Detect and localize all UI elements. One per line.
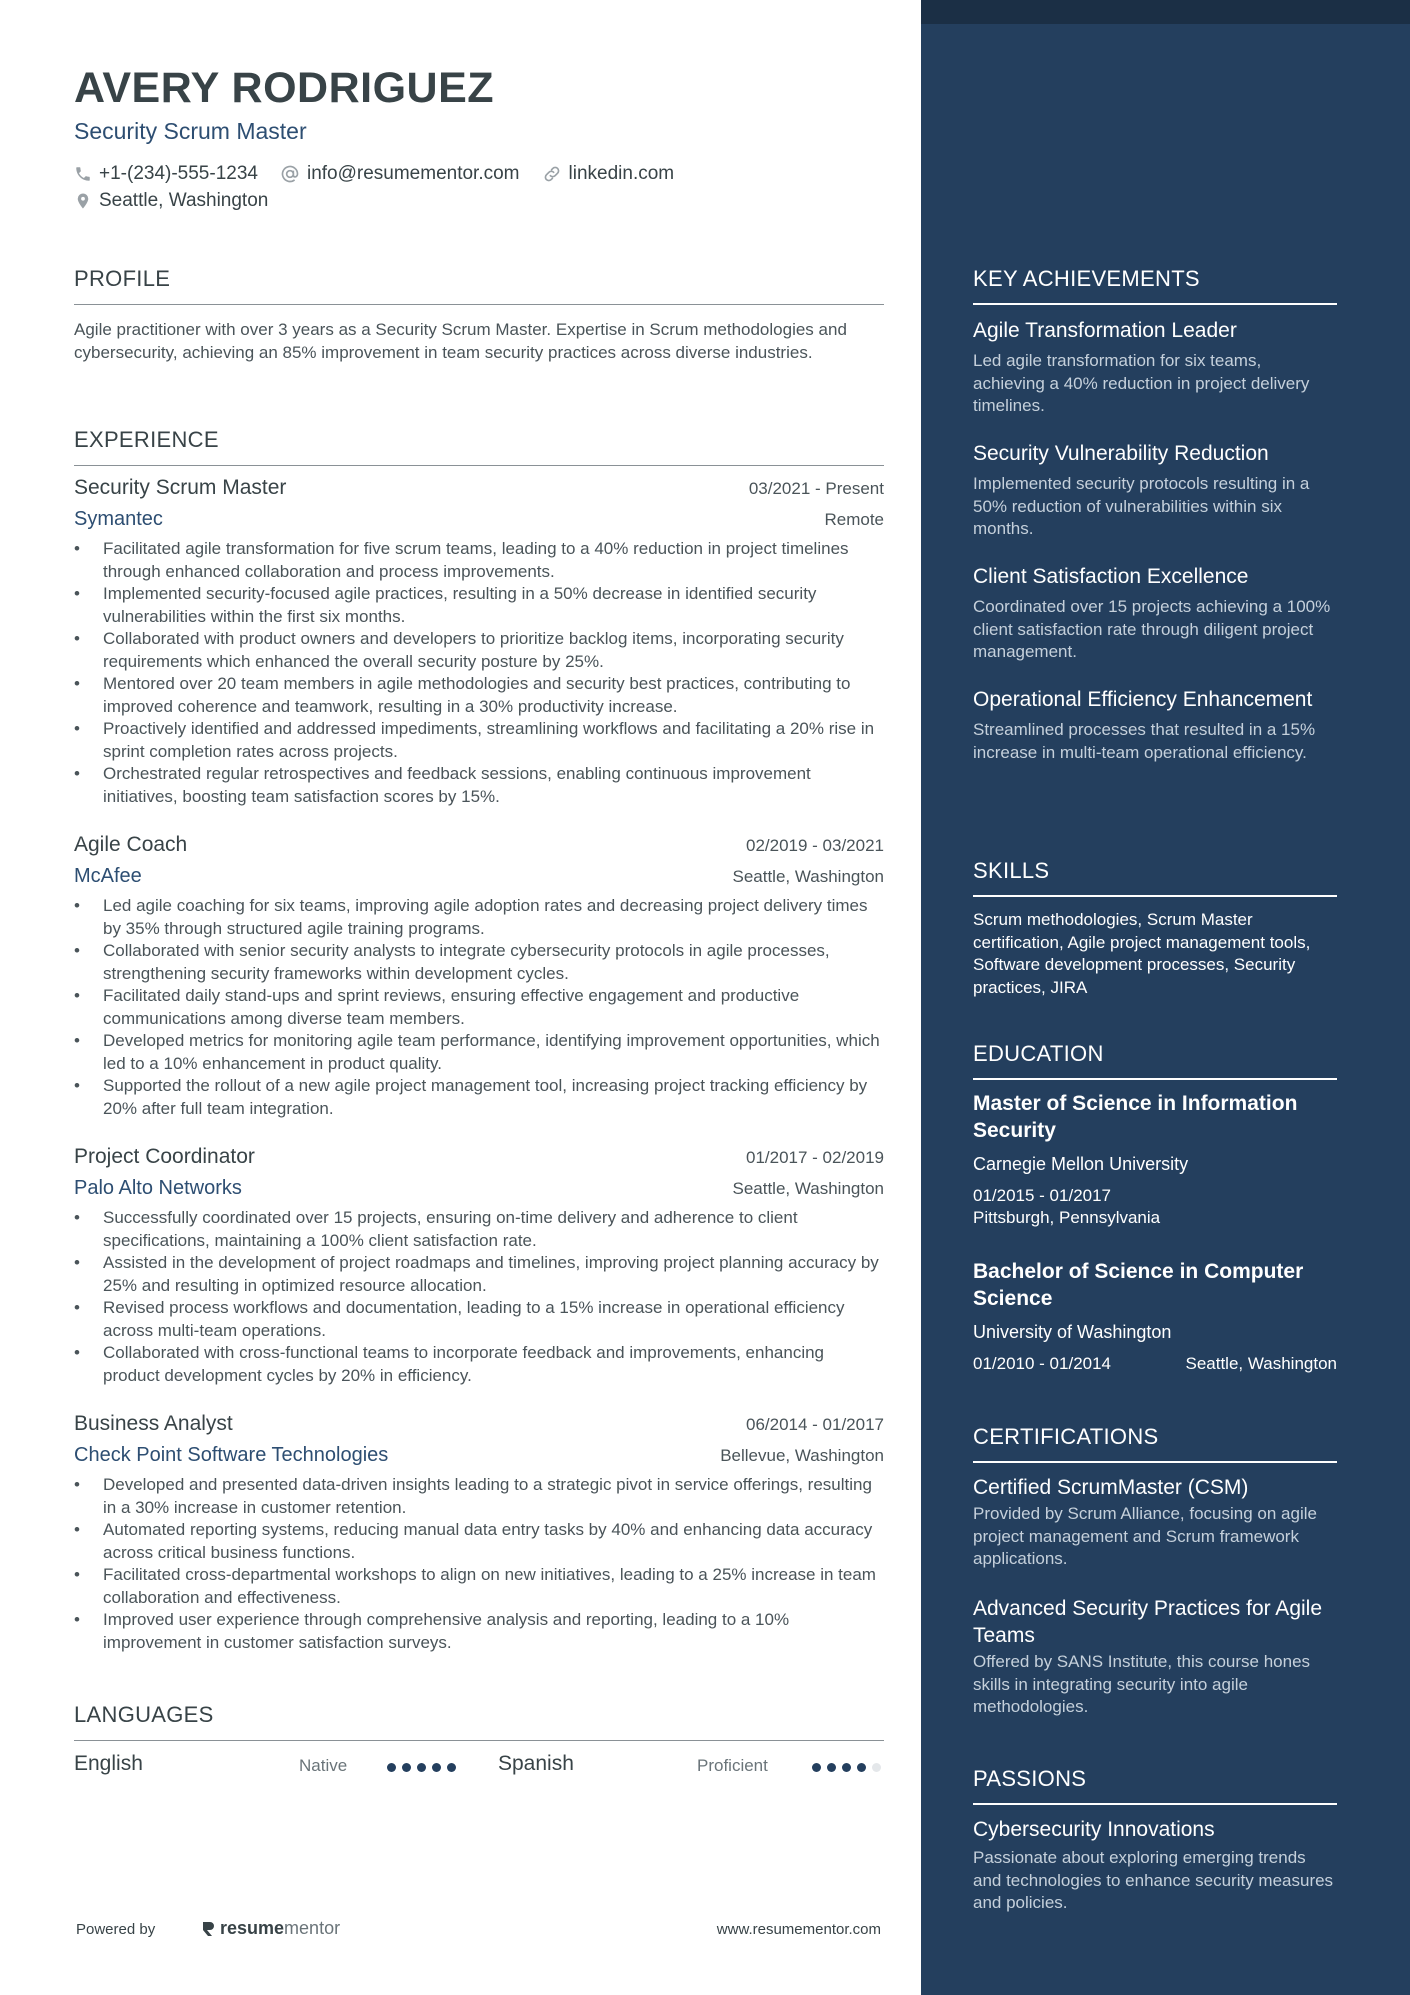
phone-icon xyxy=(74,165,92,183)
language-name: Spanish xyxy=(498,1752,574,1775)
education-heading: EDUCATION xyxy=(973,1041,1337,1067)
achievement-desc: Implemented security protocols resulting in a 50% reduction of vulnerabilities within six months. xyxy=(973,474,1310,538)
job-bullet: • Assisted in the development of project roadmaps and timelines, improving project planning accuracy by 25% and resulting in optimized resource allocation. xyxy=(74,1252,884,1297)
passion-item xyxy=(973,1816,1337,1915)
job-bullets xyxy=(74,538,884,808)
job-dates: 02/2019 - 03/2021 xyxy=(745,836,884,855)
certifications-heading: CERTIFICATIONS xyxy=(973,1424,1337,1450)
job-dates: 03/2021 - Present xyxy=(748,479,884,498)
sidebar-top-bar xyxy=(921,0,1410,24)
profile-heading: PROFILE xyxy=(74,266,884,292)
rating-dot-filled xyxy=(432,1763,441,1772)
sidebar xyxy=(921,0,1410,1995)
job-bullet: • Successfully coordinated over 15 projects, ensuring on-time delivery and adherence to client specifications, maintaining a 100% client satisfaction rate. xyxy=(74,1207,884,1252)
skills-divider xyxy=(973,895,1337,897)
achievement-title: Operational Efficiency Enhancement xyxy=(973,688,1313,711)
job-location: Seattle, Washington xyxy=(732,867,884,886)
skills-heading: SKILLS xyxy=(973,858,1337,884)
brand-light: mentor xyxy=(284,1918,341,1938)
language-rating xyxy=(387,1763,462,1772)
job-title: Business Analyst xyxy=(74,1412,233,1435)
job-bullet: • Implemented security-focused agile practices, resulting in a 50% decrease in identified security vulnerabilities within the first six months. xyxy=(74,583,884,628)
passion-title: Cybersecurity Innovations xyxy=(973,1818,1215,1841)
candidate-title: Security Scrum Master xyxy=(74,118,307,144)
education-degree: Master of Science in Information Security xyxy=(973,1092,1298,1142)
job-bullet: • Revised process workflows and documentation, leading to a 15% increase in operational efficiency across multi-team operations. xyxy=(74,1297,884,1342)
logo-mark-icon xyxy=(200,1920,216,1938)
job-bullet: • Mentored over 20 team members in agile methodologies and security best practices, contributing to improved coherence and teamwork, resulting in a 30% productivity increase. xyxy=(74,673,884,718)
achievement-title: Agile Transformation Leader xyxy=(973,319,1237,342)
rating-dot-filled xyxy=(417,1763,426,1772)
location-text: Seattle, Washington xyxy=(99,189,269,211)
language-level: Native xyxy=(299,1756,348,1775)
job-title: Agile Coach xyxy=(74,833,188,856)
education-item xyxy=(973,1090,1337,1229)
job-entry xyxy=(74,1412,884,1654)
job-bullet: • Developed and presented data-driven insights leading to a strategic pivot in service offerings, resulting in a 30% increase in customer retention. xyxy=(74,1474,884,1519)
achievement-item xyxy=(973,440,1337,541)
job-title: Project Coordinator xyxy=(74,1145,255,1168)
profile-divider xyxy=(74,304,884,305)
languages-list xyxy=(74,1752,884,1786)
achievement-desc: Led agile transformation for six teams, achieving a 40% reduction in project delivery timelines. xyxy=(973,351,1310,415)
language-name: English xyxy=(74,1752,143,1775)
phone-text: +1-(234)-555-1234 xyxy=(99,162,258,184)
job-bullet: • Facilitated cross-departmental workshops to align on new initiatives, leading to a 25% increase in team collaboration and effectiveness. xyxy=(74,1564,884,1609)
certification-desc: Provided by Scrum Alliance, focusing on agile project management and Scrum framework applications. xyxy=(973,1504,1317,1568)
languages-heading: LANGUAGES xyxy=(74,1702,884,1728)
powered-by-label: Powered by xyxy=(76,1921,156,1938)
certification-title: Certified ScrumMaster (CSM) xyxy=(973,1476,1249,1499)
job-bullet: • Supported the rollout of a new agile project management tool, increasing project tracking efficiency by 20% after full team integration. xyxy=(74,1075,884,1120)
job-bullet: • Proactively identified and addressed impediments, streamlining workflows and facilitating a 20% rise in sprint completion rates across projects. xyxy=(74,718,884,763)
language-rating xyxy=(812,1763,887,1772)
certification-item xyxy=(973,1474,1337,1571)
website-link[interactable]: www.resumementor.com xyxy=(716,1921,881,1938)
job-bullet: • Orchestrated regular retrospectives and feedback sessions, enabling continuous improvement initiatives, boosting team satisfaction scores by 15%. xyxy=(74,763,884,808)
footer xyxy=(76,1918,881,1942)
rating-dot-filled xyxy=(842,1763,851,1772)
education-location: Pittsburgh, Pennsylvania xyxy=(973,1208,1161,1227)
certification-desc: Offered by SANS Institute, this course hones skills in integrating security into agile methodologies. xyxy=(973,1652,1311,1716)
rating-dot-filled xyxy=(402,1763,411,1772)
job-company: Symantec xyxy=(74,508,163,530)
job-bullet: • Led agile coaching for six teams, improving agile adoption rates and decreasing project delivery times by 35% through structured agile training programs. xyxy=(74,895,884,940)
job-company: Palo Alto Networks xyxy=(74,1177,242,1199)
education-meta xyxy=(973,1353,1337,1375)
achievement-desc: Coordinated over 15 projects achieving a 100% client satisfaction rate through diligent project management. xyxy=(973,597,1331,661)
job-dates: 06/2014 - 01/2017 xyxy=(745,1415,884,1434)
job-bullet: • Developed metrics for monitoring agile team performance, identifying improvement opportunities, which led to a 10% enhancement in product quality. xyxy=(74,1030,884,1075)
achievement-title: Security Vulnerability Reduction xyxy=(973,442,1269,465)
passions-divider xyxy=(973,1803,1337,1805)
location-pin-icon xyxy=(74,191,92,211)
achievement-item xyxy=(973,317,1337,418)
job-bullet: • Collaborated with product owners and developers to prioritize backlog items, incorporating security requirements which enhanced the overall security posture by 25%. xyxy=(74,628,884,673)
education-dates: 01/2015 - 01/2017 xyxy=(973,1186,1112,1205)
job-entry xyxy=(74,833,884,1120)
contact-info xyxy=(74,160,874,214)
education-divider xyxy=(973,1078,1337,1080)
education-location: Seattle, Washington xyxy=(1185,1354,1337,1373)
passion-desc: Passionate about exploring emerging trends and technologies to enhance security measures and policies. xyxy=(973,1848,1334,1912)
resumementor-logo[interactable] xyxy=(200,1918,340,1939)
linkedin-contact[interactable] xyxy=(542,163,675,185)
job-entry xyxy=(74,1145,884,1387)
job-location: Remote xyxy=(824,510,884,529)
job-bullets xyxy=(74,1207,884,1387)
experience-heading: EXPERIENCE xyxy=(74,427,884,453)
certification-item xyxy=(973,1595,1337,1719)
job-bullet: • Collaborated with senior security analysts to integrate cybersecurity protocols in agile processes, strengthening security frameworks within development cycles. xyxy=(74,940,884,985)
profile-summary: Agile practitioner with over 3 years as a Security Scrum Master. Expertise in Scrum methodologies and cybersecurity, achieving an 85% improvement in team security practices across diverse industries. xyxy=(74,320,847,362)
linkedin-text: linkedin.com xyxy=(568,162,675,184)
job-title: Security Scrum Master xyxy=(74,476,287,499)
rating-dot-filled xyxy=(812,1763,821,1772)
job-dates: 01/2017 - 02/2019 xyxy=(745,1148,884,1167)
job-location: Bellevue, Washington xyxy=(720,1446,884,1465)
education-item xyxy=(973,1258,1337,1375)
certification-title: Advanced Security Practices for Agile Teams xyxy=(973,1597,1323,1647)
achievement-title: Client Satisfaction Excellence xyxy=(973,565,1249,588)
job-bullet: • Automated reporting systems, reducing manual data entry tasks by 40% and enhancing data accuracy across critical business functions. xyxy=(74,1519,884,1564)
passions-heading: PASSIONS xyxy=(973,1766,1337,1792)
email-text: info@resumementor.com xyxy=(306,162,520,184)
rating-dot-filled xyxy=(827,1763,836,1772)
job-bullets xyxy=(74,895,884,1120)
rating-dot-filled xyxy=(857,1763,866,1772)
skills-list: Scrum methodologies, Scrum Master certification, Agile project management tools, Software development processes, Security practices, JIRA xyxy=(973,910,1311,997)
rating-dot-filled xyxy=(387,1763,396,1772)
job-bullets xyxy=(74,1474,884,1654)
education-school: Carnegie Mellon University xyxy=(973,1154,1189,1174)
experience-divider xyxy=(74,465,884,466)
achievement-desc: Streamlined processes that resulted in a 15% increase in multi-team operational efficiency. xyxy=(973,720,1316,762)
phone-contact[interactable] xyxy=(74,163,258,185)
achievement-item xyxy=(973,563,1337,664)
achievements-heading: KEY ACHIEVEMENTS xyxy=(973,266,1337,292)
email-contact[interactable] xyxy=(280,163,520,185)
job-company: McAfee xyxy=(74,865,142,887)
job-location: Seattle, Washington xyxy=(732,1179,884,1198)
brand-bold: resume xyxy=(220,1918,285,1938)
education-dates: 01/2010 - 01/2014 xyxy=(973,1354,1112,1373)
at-icon xyxy=(280,164,300,184)
achievement-item xyxy=(973,686,1337,764)
job-bullet: • Facilitated agile transformation for five scrum teams, leading to a 40% reduction in project timelines through enhanced collaboration and process improvements. xyxy=(74,538,884,583)
job-entry xyxy=(74,476,884,808)
job-company: Check Point Software Technologies xyxy=(74,1444,389,1466)
education-school: University of Washington xyxy=(973,1322,1172,1342)
link-icon xyxy=(542,164,562,184)
rating-dot-filled xyxy=(447,1763,456,1772)
candidate-name: AVERY RODRIGUEZ xyxy=(74,64,495,112)
job-bullet: • Improved user experience through comprehensive analysis and reporting, leading to a 10% improvement in customer satisfaction surveys. xyxy=(74,1609,884,1654)
languages-divider xyxy=(74,1740,884,1741)
job-bullet: • Facilitated daily stand-ups and sprint reviews, ensuring effective engagement and productive communications among diverse team members. xyxy=(74,985,884,1030)
location-contact xyxy=(74,190,268,212)
certifications-divider xyxy=(973,1461,1337,1463)
rating-dot-empty xyxy=(872,1763,881,1772)
job-bullet: • Collaborated with cross-functional teams to incorporate feedback and improvements, enhancing product development cycles by 20% in efficiency. xyxy=(74,1342,884,1387)
achievements-divider xyxy=(973,303,1337,305)
education-degree: Bachelor of Science in Computer Science xyxy=(973,1260,1304,1310)
language-level: Proficient xyxy=(697,1756,768,1775)
